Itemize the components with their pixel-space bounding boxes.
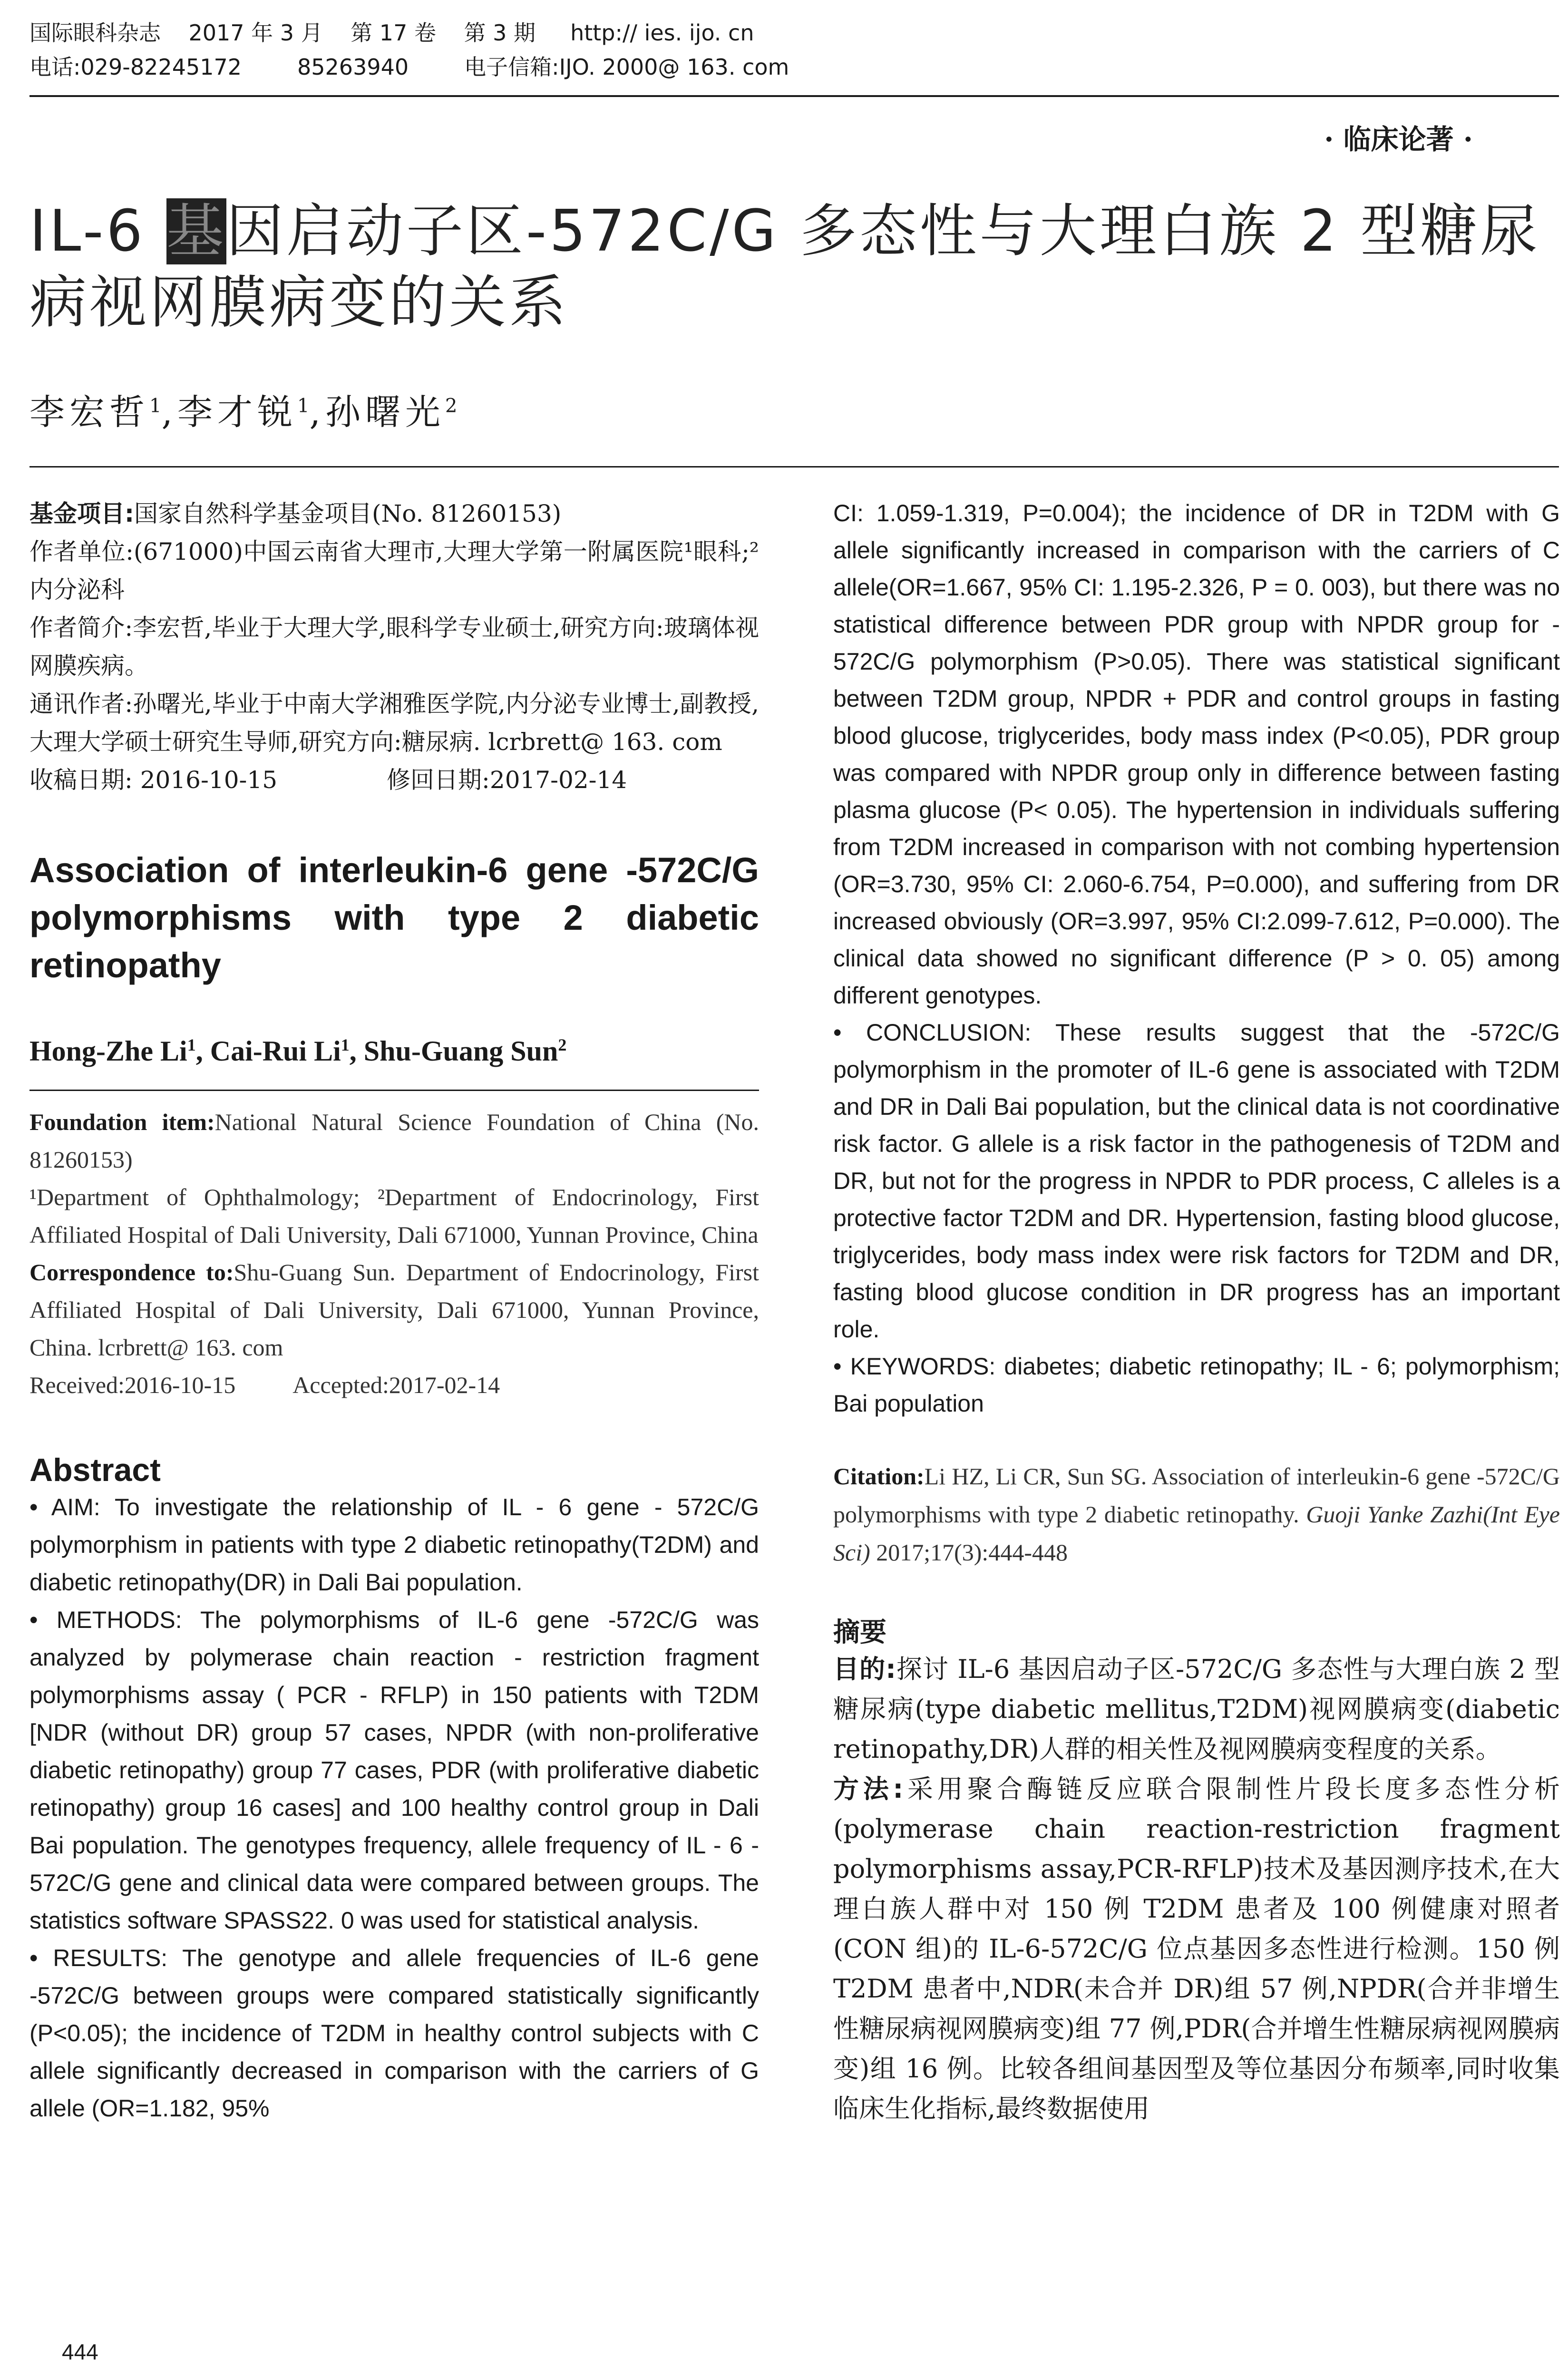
revised-cn: 修回日期:2017-02-14 [387, 766, 627, 794]
abstract-heading: Abstract [29, 1452, 161, 1488]
received-en: Received:2016-10-15 [29, 1372, 236, 1398]
abstract-results-right: CI: 1.059-1.319, P=0.004); the incidence of DR in T2DM with G allele significantly increased in comparison with the carriers of C allele(OR=1.667, 95% CI: 1.195-2.326, P = 0. 003), but there was no statistical difference between PDR group with NPDR group for - 572C/G polymorphism (P>0.05). There was statistical significant between T2DM group, NPDR + PDR and control groups in fasting blood glucose, triglycerides, body mass index (P<0.05), PDR group was compared with NPDR group only in difference between fasting plasma glucose (P< 0.05). The hypertension in individuals suffering from T2DM increased in comparison with not combing hypertension (OR=3.730, 95% CI: 2.060-6.754, P=0.000), and suffering from DR increased obviously (OR=3.997, 95% CI:2.099-7.612, P=0.000). The clinical data showed no significant difference (P > 0. 05) among different genotypes. [833, 500, 1560, 1009]
author-en-sup: 1 [187, 1035, 196, 1054]
abstract-cn-aim [833, 1649, 1560, 1769]
accepted-en: Accepted:2017-02-14 [292, 1372, 500, 1398]
right-column [833, 495, 1560, 2129]
abstract-cn-heading: 摘要 [833, 1617, 886, 1648]
unit-cn-text: (671000)中国云南省大理市,大理大学第一附属医院¹眼科;²内分泌科 [29, 538, 759, 604]
foundation-en-label: Foundation item: [29, 1109, 215, 1135]
title-part2: 因启动子区-572C/G 多态性与大理白族 2 型糖尿病视网膜病变的关系 [29, 198, 1540, 336]
author-en-name: Cai-Rui Li [210, 1035, 341, 1067]
department-en: ¹Department of Ophthalmology; ²Department of Endocrinology, First Affiliated Hospital of Dali University, Dali 671000, Yunnan Province, China [29, 1184, 759, 1248]
foundation-en-item [29, 1103, 759, 1179]
abstract-results-left: • RESULTS: The genotype and allele frequencies of IL-6 gene -572C/G between groups were compared statistically significantly (P<0.05); the incidence of T2DM in healthy control subjects with C allele significantly decreased in comparison with the carriers of G allele (OR=1.182, 95% [29, 1945, 759, 2122]
abstract-body-left [29, 1489, 759, 2127]
abstract-body-right [833, 495, 1560, 1422]
author-cn-name: 李宏哲 [29, 392, 149, 433]
abstract-cn-methods-text: 采用聚合酶链反应联合限制性片段长度多态性分析(polymerase chain reaction-restriction fragment polymorphisms assay,PCR-RFLP)技术及基因测序技术,在大理白族人群中对 150 例 T2DM 患者及 100 例健康对照者(CON 组)的 IL-6-572C/G 位点基因多态性进行检测。150 例 T2DM 患者中,NDR(未合并 DR)组 57 例,NPDR(合并非增生性糖尿病视网膜病变)组 77 例,PDR(合并增生性糖尿病视网膜病变)组 16 例。比较各组间基因型及等位基因分布频率,同时收集临床生化指标,最终数据使用 [833, 1774, 1560, 2124]
abstract-methods: • METHODS: The polymorphisms of IL-6 gene -572C/G was analyzed by polymerase chain reaction - restriction fragment polymorphisms assay ( PCR - RFLP) in 150 patients with T2DM [NDR (without DR) group 57 cases, NPDR (with non-proliferative diabetic retinopathy) group 77 cases, PDR (with proliferative diabetic retinopathy) group 16 cases] and 100 healthy control group in Dali Bai population. The genotypes frequency, allele frequency of IL - 6 - 572C/G gene and clinical data were compared between groups. The statistics software SPASS22. 0 was used for statistical analysis. [29, 1607, 759, 1934]
abstract-conclusion: • CONCLUSION: These results suggest that the -572C/G polymorphism in the promoter of IL-6 gene is associated with T2DM and DR in Dali Bai population, but the clinical data is not coordinative risk factor. G allele is a risk factor in the pathogenesis of T2DM and DR, but not for the progress in NPDR to PDR process, C alleles is a protective factor T2DM and DR. Hypertension, fasting blood glucose, triglycerides, body mass index were risk factors for T2DM and DR, fasting blood glucose condition in DR progress has an important role. [833, 1019, 1560, 1343]
author-en-sup: 1 [341, 1035, 350, 1054]
meta-cn [29, 495, 759, 799]
abstract-aim: • AIM: To investigate the relationship of IL - 6 gene - 572C/G polymorphism in patients with type 2 diabetic retinopathy(T2DM) and diabetic retinopathy(DR) in Dali Bai population. [29, 1494, 759, 1596]
citation-label: Citation: [833, 1463, 925, 1490]
author-cn-sup: 1 [297, 395, 310, 417]
author-cn-name: 李才锐 [177, 392, 297, 433]
abstract-cn-body [833, 1649, 1560, 2129]
authors-rule [29, 1090, 759, 1091]
authors-cn: 李宏哲$^1$,李才锐$^1$,孙曙光$^2$ [29, 392, 458, 433]
corr-cn-text: 孙曙光,毕业于中南大学湘雅医学院,内分泌专业博士,副教授,大理大学硕士研究生导师,研究方向:糖尿病. lcrbrett@ 163. com [29, 690, 759, 756]
foundation-cn-text: 国家自然科学基金项目(No. 81260153) [134, 500, 562, 527]
author-en-sup: 2 [558, 1035, 567, 1054]
title-part1: IL-6 [29, 198, 166, 264]
citation [833, 1457, 1560, 1571]
section-badge: · 临床论著 · [1324, 123, 1473, 156]
received-cn: 收稿日期: 2016-10-15 [29, 766, 278, 794]
citation-text: Li HZ, Li CR, Sun SG. Association of interleukin-6 gene -572C/G polymorphisms with type 2 diabetic retinopathy. [833, 1463, 1560, 1528]
corr-cn-label: 通讯作者: [29, 690, 133, 718]
correspondence-en-text: Shu-Guang Sun. Department of Endocrinology, First Affiliated Hospital of Dali University, Dali 671000, Yunnan Province, China. lcrbrett@ 163. com [29, 1259, 759, 1361]
abstract-cn-methods-label: 方法: [833, 1774, 904, 1804]
author-en-name: Shu-Guang Sun [363, 1035, 558, 1067]
citation-tail: 2017;17(3):444-448 [870, 1539, 1068, 1566]
correspondence-en [29, 1254, 759, 1366]
correspondence-en-label: Correspondence to: [29, 1259, 234, 1286]
left-column [29, 495, 759, 2127]
author-en-name: Hong-Zhe Li [29, 1035, 187, 1067]
intro-cn-text: 李宏哲,毕业于大理大学,眼科学专业硕士,研究方向:玻璃体视网膜疾病。 [29, 614, 759, 680]
foundation-cn-label: 基金项目: [29, 500, 134, 527]
author-cn-sup: 1 [149, 395, 162, 417]
dates-en [29, 1366, 759, 1404]
header-rule [29, 95, 1559, 97]
abstract-cn-aim-label: 目的: [833, 1654, 896, 1684]
abstract-cn-methods [833, 1769, 1560, 2129]
unit-cn-label: 作者单位: [29, 538, 134, 565]
corr-cn [29, 685, 759, 761]
foundation-cn [29, 495, 759, 533]
abstract-cn-aim-text: 探讨 IL-6 基因启动子区-572C/G 多态性与大理白族 2 型糖尿病(type diabetic mellitus,T2DM)视网膜病变(diabetic retinopathy,DR)人群的相关性及视网膜病变程度的关系。 [833, 1654, 1560, 1764]
title-highlight: 基 [166, 198, 226, 264]
author-cn-sup: 2 [445, 395, 458, 417]
intro-cn [29, 609, 759, 685]
journal-header-line2: 电话:029-82245172 85263940 电子信箱:IJO. 2000@ 163. com [29, 54, 789, 80]
abstract-keywords: • KEYWORDS: diabetes; diabetic retinopathy; IL - 6; polymorphism; Bai population [833, 1353, 1560, 1417]
unit-cn [29, 533, 759, 609]
author-cn-name: 孙曙光 [325, 392, 445, 433]
intro-cn-label: 作者简介: [29, 614, 133, 642]
dates-cn [29, 761, 759, 799]
foundation-en [29, 1103, 759, 1404]
page-number: 444 [62, 2339, 98, 2364]
title-rule [29, 466, 1559, 468]
article-title [29, 196, 1561, 339]
citation-journal: Guoji Yanke Zazhi(Int Eye Sci) [833, 1501, 1560, 1566]
english-title: Association of interleukin-6 gene -572C/G polymorphisms with type 2 diabetic retinopathy [29, 850, 759, 985]
journal-header-line1: 国际眼科杂志 2017 年 3 月 第 17 卷 第 3 期 http:// ies. ijo. cn [29, 20, 754, 46]
authors-en: Hong-Zhe Li$^1$, Cai-Rui Li$^1$, Shu-Guang Sun$^2$ [29, 1035, 567, 1067]
foundation-en-text: National Natural Science Foundation of China (No. 81260153) [29, 1109, 759, 1173]
